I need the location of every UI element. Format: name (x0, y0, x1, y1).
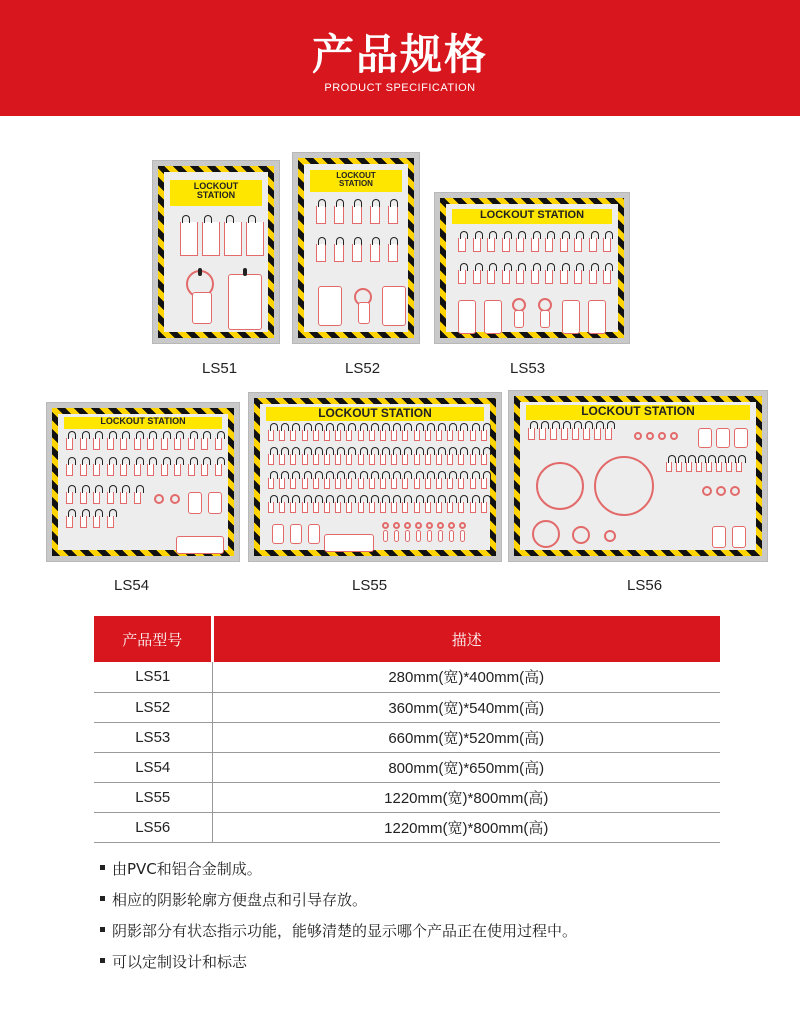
table-row (94, 812, 720, 842)
board-banner: LOCKOUT STATION (526, 405, 750, 420)
padlock-shadow (531, 270, 539, 284)
tag-shadow (382, 286, 406, 326)
padlock-shadow (583, 428, 590, 440)
tag-shadow (405, 530, 410, 542)
padlock-shadow (388, 206, 398, 224)
padlock-shadow (481, 430, 487, 441)
bullet-icon (100, 865, 105, 870)
padlock-shadow (352, 244, 362, 262)
board-banner: LOCKOUT STATION (64, 417, 222, 429)
padlock-shadow (402, 430, 408, 441)
padlock-shadow (215, 464, 222, 476)
padlock-shadow (502, 238, 510, 252)
tag-shadow (358, 302, 370, 324)
page-title: 产品规格 (311, 30, 488, 79)
hasp-shadow (393, 522, 400, 529)
padlock-shadow (470, 478, 476, 489)
padlock-shadow (414, 454, 420, 465)
padlock-shadow (545, 238, 553, 252)
padlock-shadow (470, 454, 476, 465)
padlock-shadow (120, 464, 127, 476)
padlock-shadow (380, 454, 386, 465)
tag-shadow (416, 530, 421, 542)
padlock-shadow (279, 478, 285, 489)
list-item: 阴影部分有状态指示功能，能够清楚的显示哪个产品正在使用过程中。 (100, 920, 740, 951)
padlock-shadow (358, 478, 364, 489)
tag-shadow (383, 530, 388, 542)
padlock-shadow (107, 464, 114, 476)
padlock-shadow (290, 478, 296, 489)
lockout-station-board-ls52 (292, 152, 420, 344)
padlock-shadow (335, 454, 341, 465)
hasp-shadow (730, 486, 740, 496)
tag-shadow (394, 530, 399, 542)
padlock-shadow (174, 464, 181, 476)
padlock-shadow (188, 464, 195, 476)
board-banner: LOCKOUT STATION (452, 209, 612, 224)
lockout-station-board-ls55 (248, 392, 502, 562)
table-cell-description: 360mm(宽)*540mm(高) (212, 692, 720, 722)
bullet-icon (100, 958, 105, 963)
padlock-shadow (279, 454, 285, 465)
hasp-shadow (634, 432, 642, 440)
padlock-shadow (402, 454, 408, 465)
padlock-shadow (346, 502, 352, 513)
padlock-shadow (414, 430, 420, 441)
hasp-shadow (170, 494, 180, 504)
padlock-shadow (574, 238, 582, 252)
padlock-shadow (290, 430, 296, 441)
padlock-shadow (388, 244, 398, 262)
hasp-shadow (702, 486, 712, 496)
tag-shadow (290, 524, 302, 544)
table-cell-model: LS51 (94, 662, 212, 692)
padlock-shadow (215, 438, 222, 450)
padlock-shadow (290, 454, 296, 465)
page-subtitle: PRODUCT SPECIFICATION (324, 82, 476, 94)
padlock-shadow (290, 502, 296, 513)
padlock-shadow (174, 438, 181, 450)
list-item: 可以定制设计和标志 (100, 951, 740, 982)
table-row (94, 662, 720, 692)
hasp-shadow (670, 432, 678, 440)
model-label-ls54: LS54 (114, 577, 150, 594)
padlock-shadow (414, 502, 420, 513)
padlock-shadow (425, 502, 431, 513)
padlock-shadow (334, 244, 344, 262)
hasp-shadow (154, 494, 164, 504)
hasp-shadow (415, 522, 422, 529)
padlock-shadow (402, 478, 408, 489)
page-header (0, 0, 800, 116)
table-cell-model: LS56 (94, 812, 212, 842)
padlock-shadow (324, 478, 330, 489)
table-cell-description: 660mm(宽)*520mm(高) (212, 722, 720, 752)
padlock-shadow (346, 430, 352, 441)
padlock-shadow (161, 464, 168, 476)
padlock-shadow (391, 430, 397, 441)
shadow-layout (452, 228, 612, 326)
padlock-shadow (545, 270, 553, 284)
padlock-shadow (107, 438, 114, 450)
lockout-station-board-ls54 (46, 402, 240, 562)
tag-shadow (324, 534, 374, 552)
padlock-shadow (120, 438, 127, 450)
padlock-shadow (335, 430, 341, 441)
padlock-shadow (470, 430, 476, 441)
padlock-shadow (313, 454, 319, 465)
padlock-shadow (161, 438, 168, 450)
padlock-shadow (458, 478, 464, 489)
padlock-shadow (268, 430, 274, 441)
shadow-layout (526, 422, 750, 544)
padlock-shadow (447, 430, 453, 441)
padlock-shadow (302, 454, 308, 465)
tag-shadow (176, 536, 224, 554)
padlock-shadow (188, 438, 195, 450)
padlock-shadow (502, 270, 510, 284)
column-header-model: 产品型号 (94, 616, 212, 662)
padlock-shadow (589, 270, 597, 284)
padlock-shadow (369, 454, 375, 465)
padlock-shadow (346, 478, 352, 489)
padlock-shadow (279, 502, 285, 513)
padlock-shadow (481, 478, 487, 489)
table-cell-model: LS55 (94, 782, 212, 812)
tag-shadow (272, 524, 284, 544)
padlock-shadow (487, 270, 495, 284)
padlock-shadow (380, 478, 386, 489)
padlock-shadow (316, 244, 326, 262)
model-label-ls53: LS53 (510, 360, 546, 377)
padlock-shadow (574, 270, 582, 284)
padlock-shadow (369, 430, 375, 441)
padlock-shadow (458, 430, 464, 441)
feature-notes (100, 858, 740, 982)
padlock-shadow (391, 502, 397, 513)
tag-shadow (458, 300, 476, 334)
tag-shadow (449, 530, 454, 542)
tag-shadow (514, 310, 524, 328)
hasp-shadow (536, 462, 584, 510)
padlock-shadow (358, 454, 364, 465)
tag-shadow (734, 428, 748, 448)
padlock-shadow (268, 454, 274, 465)
padlock-shadow (516, 270, 524, 284)
padlock-shadow (726, 462, 732, 472)
padlock-shadow (560, 270, 568, 284)
padlock-shadow (436, 430, 442, 441)
padlock-shadow (380, 430, 386, 441)
tag-shadow (208, 492, 222, 514)
padlock-shadow (425, 478, 431, 489)
padlock-shadow (279, 430, 285, 441)
padlock-shadow (447, 454, 453, 465)
padlock-shadow (425, 430, 431, 441)
lockout-station-board-ls51 (152, 160, 280, 344)
padlock-shadow (147, 438, 154, 450)
hasp-shadow (459, 522, 466, 529)
padlock-shadow (370, 244, 380, 262)
hasp-shadow (404, 522, 411, 529)
hasp-shadow (437, 522, 444, 529)
padlock-shadow (201, 464, 208, 476)
padlock-shadow (358, 430, 364, 441)
tag-shadow (460, 530, 465, 542)
hasp-shadow (448, 522, 455, 529)
padlock-shadow (436, 478, 442, 489)
tag-shadow (188, 492, 202, 514)
padlock-shadow (481, 454, 487, 465)
table-row (94, 752, 720, 782)
bullet-icon (100, 927, 105, 932)
padlock-shadow (369, 478, 375, 489)
padlock-shadow (93, 438, 100, 450)
lockout-station-board-ls56 (508, 390, 768, 562)
padlock-shadow (107, 516, 114, 528)
tag-shadow (438, 530, 443, 542)
padlock-shadow (80, 516, 87, 528)
padlock-shadow (686, 462, 692, 472)
padlock-shadow (561, 428, 568, 440)
padlock-shadow (358, 502, 364, 513)
model-label-ls55: LS55 (352, 577, 388, 594)
padlock-shadow (147, 464, 154, 476)
padlock-shadow (716, 462, 722, 472)
board-banner: LOCKOUT STATION (170, 180, 262, 206)
padlock-shadow (93, 492, 100, 504)
hasp-shadow (594, 456, 654, 516)
shadow-layout (64, 432, 222, 544)
table-cell-description: 1220mm(宽)*800mm(高) (212, 812, 720, 842)
hasp-shadow (716, 486, 726, 496)
table-row (94, 722, 720, 752)
padlock-shadow (447, 502, 453, 513)
tag-shadow (562, 300, 580, 334)
tag-shadow (308, 524, 320, 544)
padlock-shadow (66, 492, 73, 504)
column-header-description: 描述 (212, 616, 720, 662)
table-row (94, 782, 720, 812)
padlock-shadow (346, 454, 352, 465)
padlock-shadow (93, 464, 100, 476)
table-cell-model: LS53 (94, 722, 212, 752)
padlock-shadow (369, 502, 375, 513)
hasp-shadow (658, 432, 666, 440)
padlock-shadow (589, 238, 597, 252)
padlock-shadow (268, 502, 274, 513)
padlock-shadow (302, 478, 308, 489)
padlock-shadow (594, 428, 601, 440)
padlock-shadow (481, 502, 487, 513)
table-header-row (94, 616, 720, 662)
padlock-shadow (324, 454, 330, 465)
table-cell-description: 280mm(宽)*400mm(高) (212, 662, 720, 692)
padlock-shadow (736, 462, 742, 472)
padlock-shadow (66, 516, 73, 528)
padlock-shadow (425, 454, 431, 465)
tag-shadow (712, 526, 726, 548)
padlock-shadow (391, 454, 397, 465)
padlock-shadow (391, 478, 397, 489)
padlock-shadow (80, 492, 87, 504)
shadow-layout (170, 212, 262, 326)
padlock-shadow (302, 430, 308, 441)
padlock-shadow (324, 430, 330, 441)
padlock-shadow (324, 502, 330, 513)
padlock-shadow (458, 238, 466, 252)
tag-shadow (427, 530, 432, 542)
padlock-shadow (107, 492, 114, 504)
padlock-shadow (134, 438, 141, 450)
shadow-layout (266, 424, 484, 544)
table-cell-description: 800mm(宽)*650mm(高) (212, 752, 720, 782)
padlock-shadow (473, 238, 481, 252)
bullet-icon (100, 896, 105, 901)
tag-shadow (318, 286, 342, 326)
padlock-shadow (696, 462, 702, 472)
tag-shadow (716, 428, 730, 448)
padlock-shadow (66, 438, 73, 450)
padlock-shadow (516, 238, 524, 252)
padlock-shadow (539, 428, 546, 440)
hasp-shadow (426, 522, 433, 529)
padlock-shadow (706, 462, 712, 472)
padlock-shadow (603, 270, 611, 284)
padlock-shadow (458, 454, 464, 465)
hasp-shadow (572, 526, 590, 544)
hasp-shadow (532, 520, 560, 548)
lockout-station-board-ls53 (434, 192, 630, 344)
padlock-shadow (487, 238, 495, 252)
hasp-shadow (382, 522, 389, 529)
table-cell-description: 1220mm(宽)*800mm(高) (212, 782, 720, 812)
padlock-shadow (436, 502, 442, 513)
board-banner: LOCKOUT STATION (310, 170, 402, 192)
padlock-shadow (334, 206, 344, 224)
list-item: 相应的阴影轮廓方便盘点和引导存放。 (100, 889, 740, 920)
padlock-shadow (268, 478, 274, 489)
padlock-shadow (458, 270, 466, 284)
padlock-shadow (313, 502, 319, 513)
padlock-shadow (470, 502, 476, 513)
padlock-shadow (380, 502, 386, 513)
padlock-shadow (402, 502, 408, 513)
tag-shadow (540, 310, 550, 328)
padlock-shadow (352, 206, 362, 224)
table-cell-model: LS54 (94, 752, 212, 782)
padlock-shadow (458, 502, 464, 513)
table-row (94, 692, 720, 722)
padlock-shadow (528, 428, 535, 440)
board-banner: LOCKOUT STATION (266, 407, 484, 421)
padlock-shadow (436, 454, 442, 465)
padlock-shadow (370, 206, 380, 224)
padlock-shadow (531, 238, 539, 252)
padlock-shadow (603, 238, 611, 252)
padlock-shadow (605, 428, 612, 440)
padlock-shadow (550, 428, 557, 440)
tag-shadow (588, 300, 606, 334)
tag-shadow (698, 428, 712, 448)
padlock-shadow (120, 492, 127, 504)
hasp-shadow (646, 432, 654, 440)
padlock-shadow (134, 492, 141, 504)
padlock-shadow (560, 238, 568, 252)
padlock-shadow (313, 478, 319, 489)
padlock-shadow (414, 478, 420, 489)
model-label-ls51: LS51 (202, 360, 238, 377)
padlock-shadow (80, 464, 87, 476)
padlock-shadow (572, 428, 579, 440)
spec-table (94, 616, 720, 843)
list-item: 由PVC和铝合金制成。 (100, 858, 740, 889)
padlock-shadow (447, 478, 453, 489)
padlock-shadow (335, 502, 341, 513)
padlock-shadow (302, 502, 308, 513)
table-cell-model: LS52 (94, 692, 212, 722)
hasp-shadow (604, 530, 616, 542)
padlock-shadow (313, 430, 319, 441)
padlock-shadow (676, 462, 682, 472)
model-label-ls56: LS56 (627, 577, 663, 594)
padlock-shadow (335, 478, 341, 489)
padlock-shadow (93, 516, 100, 528)
padlock-shadow (666, 462, 672, 472)
padlock-shadow (473, 270, 481, 284)
tag-shadow (484, 300, 502, 334)
padlock-shadow (80, 438, 87, 450)
padlock-shadow (66, 464, 73, 476)
padlock-shadow (201, 438, 208, 450)
padlock-shadow (316, 206, 326, 224)
shadow-layout (310, 198, 402, 326)
model-label-ls52: LS52 (345, 360, 381, 377)
padlock-shadow (134, 464, 141, 476)
tag-shadow (732, 526, 746, 548)
